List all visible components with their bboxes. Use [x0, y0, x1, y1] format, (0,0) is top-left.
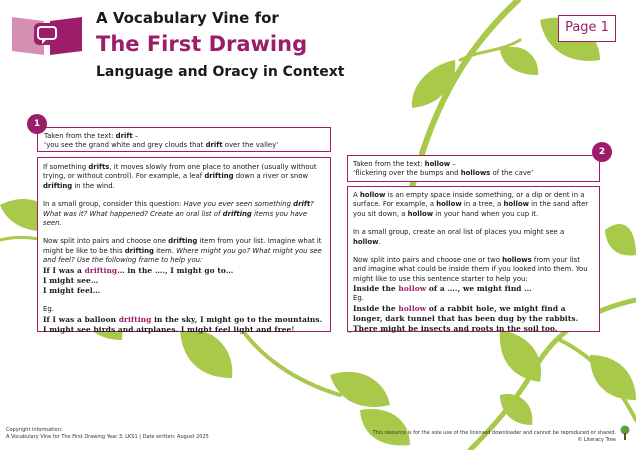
section-1-frame-line-1: If I was a drifting… in the …., I might go to…	[43, 265, 234, 275]
section-1-frame-line-3: I might feel…	[43, 286, 101, 296]
book-speech-logo	[10, 11, 84, 55]
subtitle: Language and Oracy in Context	[96, 64, 345, 80]
section-1-badge: 1	[27, 114, 47, 134]
section-1-group-task: In a small group, consider this question: Have you ever seen something drift? What was it? What happened? Create an oral list of drifting items you have seen.	[43, 200, 314, 228]
section-2-group-task: In a small group, create an oral list of places you might see a hollow.	[353, 228, 565, 246]
footer-copyright: Copyright information: A Vocabulary Vine for The First Drawing Year 3, LKS1 | Date written: August 2025	[6, 427, 209, 440]
section-2-quote-box	[347, 155, 600, 182]
section-2-example: Inside the hollow of a rabbit hole, we might find a longer, dark tunnel that has been dug by the rabbits. There might be insects and roots in the soil too.	[353, 303, 579, 334]
page-label: Page 1	[558, 15, 616, 42]
footer-licence: This resource is for the sole use of the licensed downloader and cannot be reproduced or shared. © Literacy Tree	[372, 430, 616, 443]
book-title: The First Drawing	[96, 32, 308, 56]
section-2-pair-task: Now split into pairs and choose one or two hollows from your list and imagine what could be inside them if you looked into them. You might like to use this sentence starter to help you:	[353, 256, 588, 283]
section-2-body-box	[347, 186, 600, 332]
section-2-quote-line-1: Taken from the text: hollow –	[353, 160, 456, 168]
literacy-tree-logo	[619, 425, 631, 441]
section-1-quote-box	[37, 127, 331, 152]
section-1-eg-label: Eg.	[43, 305, 54, 314]
section-2-quote-line-2: ‘flickering over the bumps and hollows of the cave’	[353, 169, 534, 178]
title-block	[96, 8, 344, 82]
section-2-definition: A hollow is an empty space inside something, or a dip or dent in a surface. For example, a hollow in a tree, a hollow in the sand after you sit down, a hollow in your hand when you cup it.	[353, 191, 589, 218]
section-2-badge: 2	[592, 142, 612, 162]
title-line-1: A Vocabulary Vine for	[96, 9, 279, 27]
section-1-body-box	[37, 157, 331, 332]
section-1-definition: If something drifts, it moves slowly from one place to another (usually without trying, or without control). For example, a leaf drifting down a river or snow drifting in the wind.	[43, 163, 317, 190]
section-2-frame-line: Inside the hollow of a …., we might find …	[353, 284, 532, 294]
section-1-frame-line-2: I might see…	[43, 275, 99, 285]
section-1-quote-line-2: ‘you see the grand white and grey clouds that drift over the valley’	[44, 141, 279, 150]
section-1-example: If I was a balloon drifting in the sky, I might go to the mountains. I might see birds and airplanes. I might feel light and free!	[43, 314, 323, 334]
section-1-quote-line-1: Taken from the text: drift –	[44, 132, 139, 140]
section-1-pair-task: Now split into pairs and choose one drifting item from your list. Imagine what it might be like to be this drifting item. Where might you go? What might you see and feel? Use the following frame to help you:	[43, 237, 322, 265]
section-2-eg-label: Eg.	[353, 294, 364, 303]
